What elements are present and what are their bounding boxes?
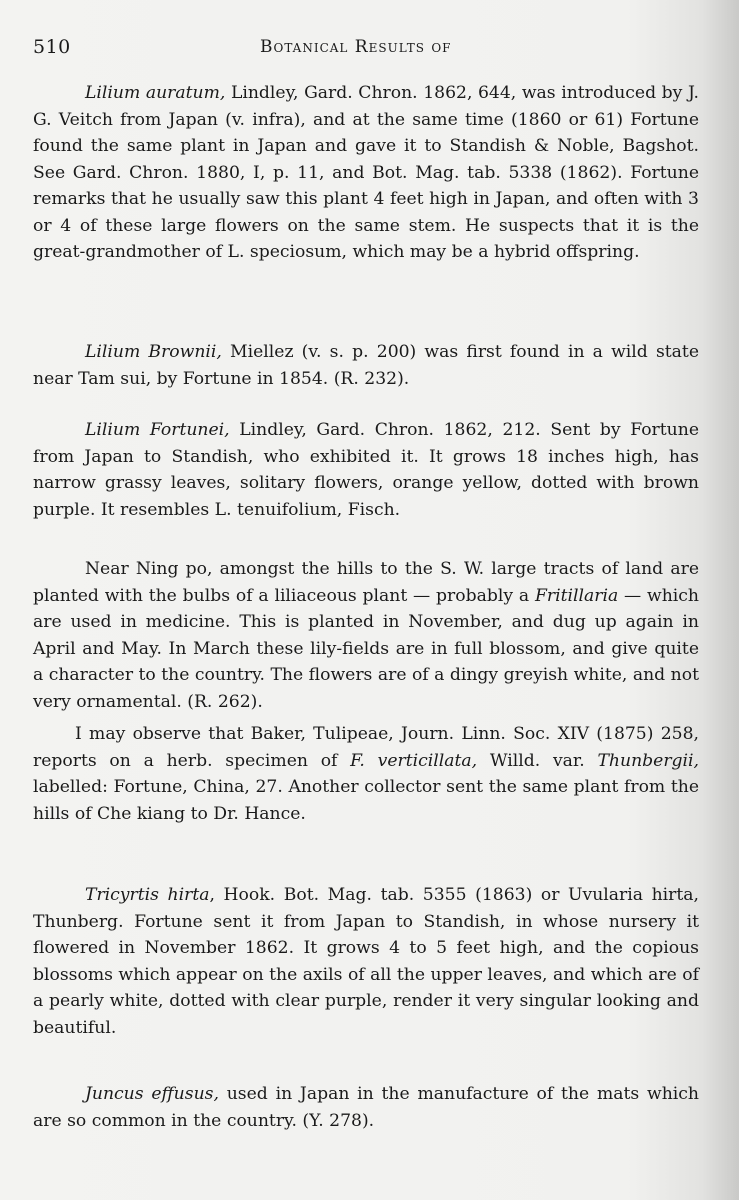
- paragraph-ning-po: [33, 556, 699, 715]
- paragraph-text: , Hook. Bot. Mag. tab. 5355 (1863) or Uvularia hirta, Thunberg. Fortune sent it from Japan to Standish, in whose nursery it flowered in November 1862. It grows 4 to 5 feet high, and the copious blossoms which appear on the axils of all the upper leaves, and which are of a pearly white, dotted with clear purple, render it very singular looking and beautiful.: [33, 885, 699, 1038]
- paragraph: [33, 1081, 699, 1134]
- paragraph-lilium-brownii: [33, 339, 699, 392]
- species-name: Lilium Brownii,: [85, 342, 222, 362]
- paragraph: [33, 556, 699, 715]
- species-name: F. verticillata,: [350, 750, 478, 771]
- species-name: Juncus effusus,: [85, 1084, 219, 1104]
- paragraph: [33, 80, 699, 266]
- paragraph-text: I may observe that Baker, Tulipeae, Journ. Linn. Soc. XIV (1875) 258, reports on a herb. specimen of: [33, 724, 699, 771]
- running-head: [33, 36, 693, 60]
- species-name: Lilium Fortunei,: [85, 420, 230, 440]
- paragraph-text: Willd. var.: [477, 750, 598, 771]
- paragraph-text: — which are used in medicine. This is planted in November, and dug up again in April and May. In March these lily-fields are in full blossom, and give quite a character to the country. The flowers are of a dingy greyish white, and not very ornamental. (R. 262).: [33, 585, 699, 712]
- page-number: 510: [33, 36, 71, 58]
- running-title: Botanical Results of: [260, 37, 452, 57]
- genus-name: Fritillaria: [534, 585, 619, 606]
- paragraph-text: used in Japan in the manufacture of the mats which are so common in the country. (Y. 278).: [33, 1084, 699, 1131]
- species-name: Tricyrtis hirta: [85, 885, 210, 905]
- paragraph: [33, 339, 699, 392]
- paragraph: [33, 721, 699, 827]
- paragraph: [33, 882, 699, 1041]
- paragraph-text: Lindley, Gard. Chron. 1862, 644, was introduced by J. G. Veitch from Japan (v. infra), and at the same time (1860 or 61) Fortune found the same plant in Japan and gave it to Standish & Noble, Bagshot. See Gard. Chron. 1880, I, p. 11, and Bot. Mag. tab. 5338 (1862). Fortune remarks that he usually saw this plant 4 feet high in Japan, and often with 3 or 4 of these large flowers on the same stem. He suspects that it is the great-grandmother of L. speciosum, which may be a hybrid offspring.: [33, 83, 699, 262]
- species-name: Lilium auratum,: [85, 83, 226, 103]
- paragraph-text: Lindley, Gard. Chron. 1862, 212. Sent by Fortune from Japan to Standish, who exhibited it. It grows 18 inches high, has narrow grassy leaves, solitary flowers, orange yellow, dotted with brown purple. It resembles L. tenuifolium, Fisch.: [33, 420, 699, 520]
- paragraph-text: Miellez (v. s. p. 200) was first found in a wild state near Tam sui, by Fortune in 1854. (R. 232).: [33, 342, 699, 389]
- paragraph-text: labelled: Fortune, China, 27. Another collector sent the same plant from the hills of Che kiang to Dr. Hance.: [33, 777, 699, 824]
- paragraph-text: Near Ning po, amongst the hills to the S. W. large tracts of land are planted with the bulbs of a liliaceous plant — probably a: [33, 559, 699, 606]
- paragraph-tricyrtis-hirta: [33, 882, 699, 1041]
- paragraph-lilium-fortunei: [33, 417, 699, 523]
- paragraph: [33, 417, 699, 523]
- paragraph-juncus-effusus: [33, 1081, 699, 1134]
- variety-name: Thunbergii,: [597, 750, 699, 771]
- paragraph-lilium-auratum: [33, 80, 699, 266]
- paragraph-baker: [33, 721, 699, 827]
